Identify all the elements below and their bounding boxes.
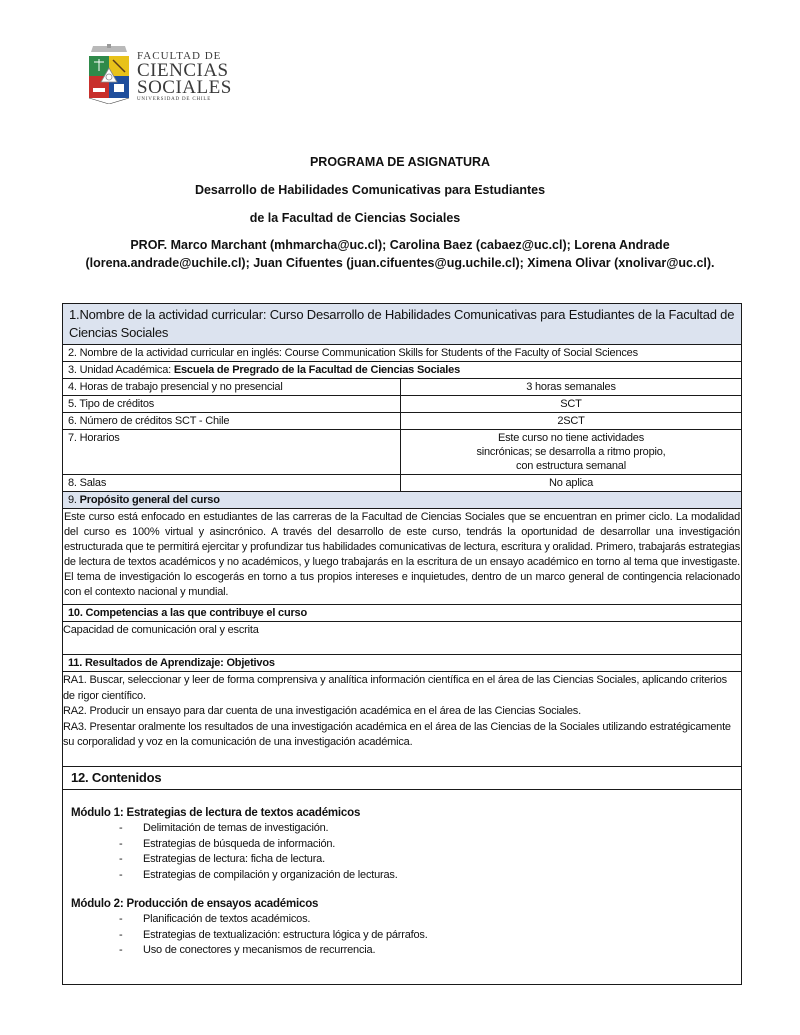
academic-unit-label: 3. Unidad Académica:	[68, 364, 174, 376]
schedule-value-line3: con estructura semanal	[516, 460, 626, 472]
schedule-value-line2: sincrónicas; se desarrolla a ritmo propio,	[476, 446, 666, 458]
row-competencies-text	[63, 622, 741, 655]
list-item	[119, 837, 733, 853]
row-learning-outcomes-header	[63, 655, 741, 672]
document-title: PROGRAMA DE ASIGNATURA	[309, 155, 491, 169]
credit-type-value: SCT	[560, 398, 582, 410]
contents-title: 12. Contenidos	[71, 770, 162, 785]
learning-outcome-ra3: RA3. Presentar oralmente los resultados de una investigación académica en el área de las Ciencias de la Sociales utilizando estratégicamente su corporalidad y voz en la comunicación de una investigación académica.	[63, 720, 731, 748]
credit-number-value: 2SCT	[557, 415, 585, 427]
schedule-value	[401, 430, 741, 474]
dash-bullet: -	[119, 837, 123, 850]
professors-line2: (lorena.andrade@uchile.cl); Juan Cifuentes (juan.cifuentes@ug.uchile.cl); Ximena Olivar (xnolivar@uc.cl).	[85, 256, 715, 270]
learning-outcome-ra2: RA2. Producir un ensayo para dar cuenta de una investigación académica en el área de las Ciencias Sociales.	[63, 705, 581, 717]
module-1-title: Módulo 1: Estrategias de lectura de textos académicos	[71, 807, 361, 819]
list-item-text: Planificación de textos académicos.	[143, 913, 311, 925]
dash-bullet: -	[119, 868, 123, 881]
competencies-text: Capacidad de comunicación oral y escrita	[63, 624, 259, 636]
row-credit-type	[63, 396, 741, 413]
list-item-text: Uso de conectores y mecanismos de recurrencia.	[143, 944, 376, 956]
list-item	[119, 928, 733, 944]
credit-number-label: 6. Número de créditos SCT - Chile	[63, 413, 401, 429]
row-learning-outcomes	[63, 672, 741, 767]
row-activity-name-english	[63, 345, 741, 362]
course-program-table	[62, 303, 742, 985]
credit-type-label: 5. Tipo de créditos	[63, 396, 401, 412]
row-contents-header	[63, 767, 741, 790]
module-2-list	[71, 912, 733, 959]
activity-name-text: 1.Nombre de la actividad curricular: Curso Desarrollo de Habilidades Comunicativas para Estudiantes de la Facultad de Ciencias Sociales	[69, 307, 735, 340]
list-item-text: Delimitación de temas de investigación.	[143, 822, 329, 834]
purpose-title: Propósito general del curso	[79, 494, 220, 506]
row-competencies-header	[63, 605, 741, 622]
module-2-title: Módulo 2: Producción de ensayos académicos	[71, 898, 319, 910]
learning-outcome-ra1: RA1. Buscar, seleccionar y leer de forma comprensiva y analítica información científica en el área de las Ciencias Sociales, aplicando criterios de rigor científico.	[63, 674, 727, 702]
dash-bullet: -	[119, 944, 123, 956]
list-item-text: Estrategias de textualización: estructura lógica y de párrafos.	[143, 928, 428, 941]
logo-line-university: UNIVERSIDAD DE CHILE	[137, 97, 212, 102]
competencies-title: 10. Competencias a las que contribuye el curso	[68, 607, 307, 619]
list-item	[119, 868, 733, 884]
module-1-list	[71, 821, 733, 883]
row-activity-name	[63, 304, 741, 345]
dash-bullet: -	[119, 913, 123, 925]
list-item-text: Estrategias de búsqueda de información.	[143, 837, 336, 850]
logo-line-sociales: SOCIALES	[137, 77, 232, 98]
dash-bullet: -	[119, 928, 123, 941]
row-purpose-header	[63, 492, 741, 509]
logo-line-ciencias: CIENCIAS	[137, 60, 229, 81]
row-rooms	[63, 475, 741, 492]
list-item-text: Estrategias de lectura: ficha de lectura.	[143, 853, 325, 865]
row-contents	[63, 806, 741, 984]
row-purpose-text	[63, 509, 741, 605]
hours-label: 4. Horas de trabajo presencial y no presencial	[63, 379, 401, 395]
university-shield-icon	[87, 44, 131, 104]
schedule-value-line1: Este curso no tiene actividades	[497, 432, 645, 444]
list-item	[119, 821, 733, 837]
faculty-logo	[87, 44, 237, 106]
list-item	[119, 912, 733, 928]
list-item	[119, 852, 733, 868]
logo-line-faculty: FACULTAD DE	[137, 50, 222, 62]
hours-value: 3 horas semanales	[526, 381, 616, 393]
professors-line1: PROF. Marco Marchant (mhmarcha@uc.cl); Carolina Baez (cabaez@uc.cl); Lorena Andrade	[130, 238, 670, 252]
row-academic-unit	[63, 362, 741, 379]
list-item-text: Estrategias de compilación y organización de lecturas.	[143, 868, 398, 881]
row-hours	[63, 379, 741, 396]
course-title-line2: de la Facultad de Ciencias Sociales	[249, 211, 461, 225]
academic-unit-value: Escuela de Pregrado de la Facultad de Ciencias Sociales	[173, 364, 460, 376]
purpose-number: 9.	[68, 494, 80, 506]
list-item	[119, 943, 733, 959]
row-credit-number	[63, 413, 741, 430]
dash-bullet: -	[119, 853, 123, 865]
rooms-label: 8. Salas	[63, 475, 401, 491]
purpose-text: Este curso está enfocado en estudiantes de las carreras de la Facultad de Ciencias Sociales que se encuentran en primer ciclo. La modalidad del curso es 100% virtual y asincrónico. A través del desarrollo de este curso, tendrás la oportunidad de desarrollar una investigación estructurada que te permitirá ejercitar y profundizar tus habilidades comunicativas de lectura, escritura y oralidad. Primero, trabajarás estrategias de lectura de textos académicos y no académicos, y luego trabajarás en la escritura de un ensayo académico en torno al tema que investigaste. El tema de investigación lo escogerás en torno a tus propios intereses e inquietudes, dentro de un marco general de contingencia relacionado con el contexto nacional y mundial.	[64, 511, 740, 598]
rooms-value: No aplica	[548, 477, 594, 489]
activity-name-english-text: 2. Nombre de la actividad curricular en inglés: Course Communication Skills for Students of the Faculty of Social Sciences	[68, 347, 638, 359]
schedule-label: 7. Horarios	[63, 430, 401, 474]
row-schedule	[63, 430, 741, 475]
course-title-line1: Desarrollo de Habilidades Comunicativas para Estudiantes	[194, 183, 546, 197]
dash-bullet: -	[119, 822, 123, 834]
learning-outcomes-title: 11. Resultados de Aprendizaje: Objetivos	[68, 657, 275, 669]
